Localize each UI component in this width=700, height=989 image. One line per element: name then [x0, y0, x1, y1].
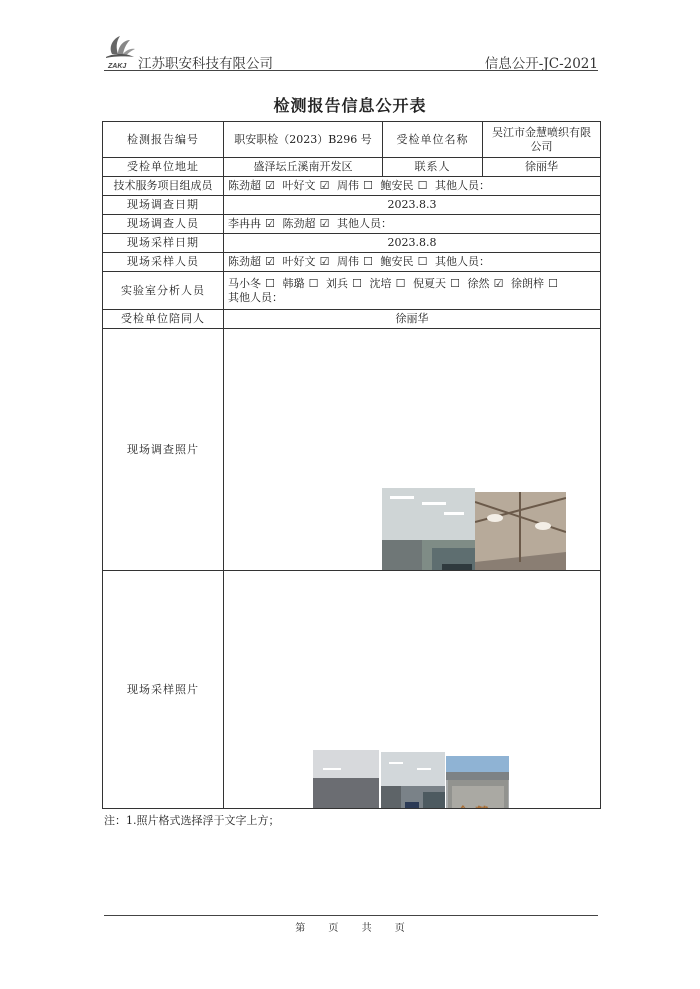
row-survey-photos: 现场调查照片 金 慧: [103, 329, 601, 571]
unchecked-box-icon[interactable]: ☐: [450, 276, 460, 290]
person-option: [381, 179, 429, 192]
lab-staff-options: [228, 277, 596, 291]
survey-photo-workshop-aisle: [382, 488, 475, 571]
person-option: [283, 179, 331, 192]
person-name: 沈培: [369, 276, 392, 290]
checked-box-icon[interactable]: ☑: [319, 217, 330, 230]
company-name: 江苏职安科技有限公司: [138, 56, 273, 72]
document-code: 信息公开-JC-2021: [484, 56, 598, 72]
person-option: [370, 277, 407, 290]
footer-total-unit: 页: [394, 923, 405, 934]
report-number-label: 检测报告编号: [103, 122, 224, 158]
person-option: [337, 217, 392, 230]
person-option: [228, 179, 276, 192]
lab-staff-label: 实验室分析人员: [103, 272, 224, 310]
person-name: 鲍安民: [380, 255, 414, 268]
escort-label: 受检单位陪同人: [103, 310, 224, 329]
unchecked-box-icon[interactable]: ☐: [395, 276, 406, 290]
row-team: [103, 177, 601, 196]
person-option: [468, 277, 505, 290]
person-name: 韩璐: [282, 276, 305, 290]
sampling-photo-loom: [313, 750, 379, 809]
sampling-staff-label: 现场采样人员: [103, 253, 224, 272]
contact-label: 联系人: [383, 158, 483, 177]
person-option: [283, 217, 331, 230]
person-name: 鲍安民: [380, 179, 414, 192]
row-sampling-photos: [103, 571, 601, 809]
checked-box-icon[interactable]: ☑: [265, 217, 275, 230]
person-name: 倪夏天: [413, 276, 446, 290]
person-option: [435, 255, 490, 268]
escort-value: 徐丽华: [224, 310, 601, 329]
row-sampling-staff: [103, 253, 601, 272]
person-name: 叶好文: [282, 179, 316, 192]
person-name: 其他人员：: [435, 255, 490, 268]
person-name: 叶好文: [282, 255, 316, 268]
unchecked-box-icon[interactable]: ☐: [417, 255, 428, 268]
footer-divider: [104, 915, 598, 916]
sampling-photo-instrument: [381, 752, 445, 809]
person-option: [283, 277, 320, 290]
page-footer: [0, 919, 700, 934]
client-name-value: 吴江市金慧喷织有限公司: [483, 122, 601, 158]
survey-staff-options: [224, 215, 601, 234]
person-name: 李冉冉: [228, 217, 261, 230]
checked-box-icon[interactable]: ☑: [319, 179, 330, 192]
person-option: [228, 255, 276, 268]
survey-staff-label: 现场调查人员: [103, 215, 224, 234]
checked-box-icon[interactable]: ☑: [265, 255, 275, 268]
contact-value: 徐丽华: [483, 158, 601, 177]
survey-date-label: 现场调查日期: [103, 196, 224, 215]
person-option: [337, 179, 374, 192]
unchecked-box-icon[interactable]: ☐: [417, 179, 428, 192]
row-lab-staff: [103, 272, 601, 310]
person-option: [228, 277, 276, 290]
person-name: 陈劲超: [228, 255, 261, 268]
person-name: 陈劲超: [282, 217, 316, 230]
address-label: 受检单位地址: [103, 158, 224, 177]
sampling-photo-gate-sign: [446, 756, 509, 822]
survey-photo-weaving-looms: [475, 492, 566, 571]
person-name: 马小冬: [228, 276, 261, 290]
footer-page-unit: 页: [328, 923, 339, 934]
sampling-date-label: 现场采样日期: [103, 234, 224, 253]
row-survey-staff: [103, 215, 601, 234]
person-name: 徐朗梓: [511, 276, 544, 290]
row-escort: [103, 310, 601, 329]
footer-total: 共: [361, 923, 372, 934]
person-name: 周伟: [337, 179, 359, 192]
header-divider: [104, 70, 598, 71]
person-name: 徐然: [467, 276, 490, 290]
person-option: [413, 277, 461, 290]
survey-photos-label: 现场调查照片: [103, 329, 224, 571]
unchecked-box-icon[interactable]: ☐: [308, 276, 319, 290]
client-name-label: 受检单位名称: [383, 122, 483, 158]
svg-text:金 慧: 金 慧: [456, 805, 489, 822]
person-option: [326, 277, 363, 290]
unchecked-box-icon[interactable]: ☐: [548, 276, 558, 290]
checked-box-icon[interactable]: ☑: [265, 179, 275, 192]
svg-text:ZAKJ: ZAKJ: [108, 63, 127, 70]
person-name: 刘兵: [326, 276, 348, 290]
person-option: [228, 217, 276, 230]
checked-box-icon[interactable]: ☑: [319, 255, 330, 268]
lab-staff-others: 其他人员：: [228, 290, 283, 304]
unchecked-box-icon[interactable]: ☐: [363, 179, 373, 192]
person-option: [283, 255, 331, 268]
person-name: 陈劲超: [228, 179, 261, 192]
person-option: [381, 255, 429, 268]
page-title: 检测报告信息公开表: [273, 96, 427, 115]
page-header: [104, 32, 598, 72]
company-logo: [104, 32, 136, 72]
unchecked-box-icon[interactable]: ☐: [352, 276, 362, 290]
person-option: [435, 179, 490, 192]
person-option: [511, 277, 559, 290]
person-name: 其他人员：: [435, 179, 490, 192]
sampling-staff-options: [224, 253, 601, 272]
person-option: [337, 255, 374, 268]
person-name: 周伟: [337, 255, 359, 268]
row-survey-date: [103, 196, 601, 215]
team-label: 技术服务项目组成员: [103, 177, 224, 196]
row-address: [103, 158, 601, 177]
footnote: 注：1.照片格式选择浮于文字上方；: [104, 814, 280, 827]
footer-page: 第: [295, 923, 306, 934]
address-value: 盛泽坛丘溪南开发区: [224, 158, 383, 177]
survey-date-value: 2023.8.3: [224, 196, 601, 215]
checked-box-icon[interactable]: ☑: [493, 276, 504, 290]
team-options: [224, 177, 601, 196]
person-name: 其他人员：: [337, 217, 392, 230]
row-sampling-date: [103, 234, 601, 253]
report-number-value: 职安职检（2023）B296 号: [224, 122, 383, 158]
unchecked-box-icon[interactable]: ☐: [265, 276, 275, 290]
sampling-photos-label: 现场采样照片: [103, 571, 224, 809]
sampling-date-value: 2023.8.8: [224, 234, 601, 253]
row-report-number: [103, 122, 601, 158]
unchecked-box-icon[interactable]: ☐: [363, 255, 373, 268]
